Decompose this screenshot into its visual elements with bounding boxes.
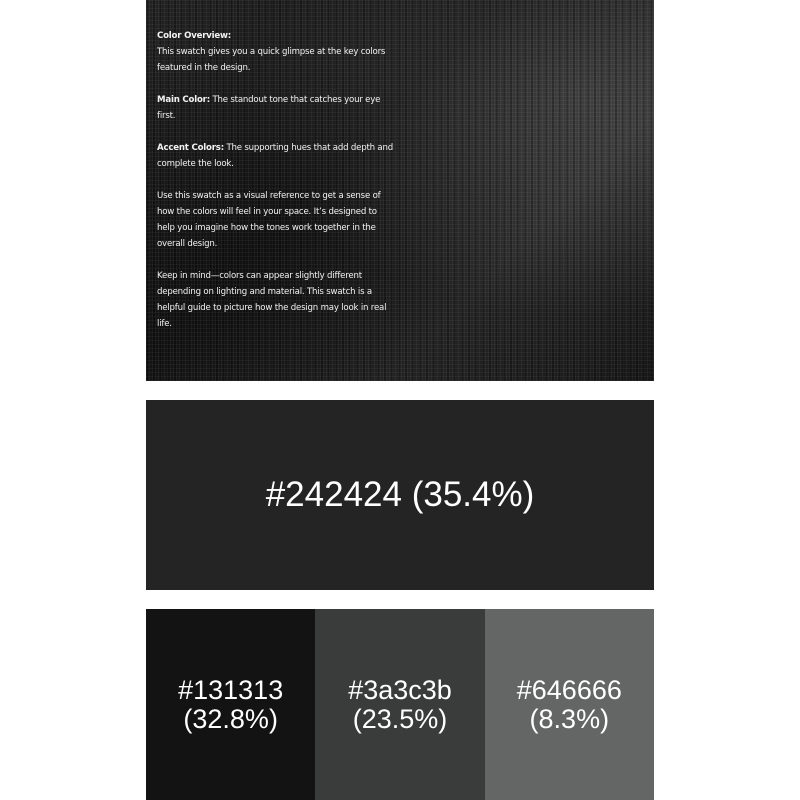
accent-swatch-2 <box>315 609 484 800</box>
usage-paragraph: Use this swatch as a visual reference to get a sense of how the colors will feel in your space. It’s designed to help you imagine how the tones work together in the overall design. <box>157 191 381 249</box>
note-paragraph: Keep in mind—colors can appear slightly different depending on lighting and material. This swatch is a helpful guide to picture how the design may look in real life. <box>157 271 387 329</box>
accent-1-hex: #131313 <box>178 674 284 705</box>
overview-intro: This swatch gives you a quick glimpse at the key colors featured in the design. <box>157 47 386 73</box>
overview-title: Color Overview: <box>157 31 232 41</box>
main-color-value: #242424 (35.4%) <box>265 475 535 514</box>
accent-1-percent: (32.8%) <box>183 703 278 734</box>
accent-3-hex: #646666 <box>516 674 622 705</box>
accent-3-percent: (8.3%) <box>529 703 610 734</box>
accent-colors-row <box>146 609 654 800</box>
overview-intro-paragraph <box>157 28 393 76</box>
color-overview-text <box>157 28 393 348</box>
main-color-paragraph <box>157 92 393 124</box>
accent-2-percent: (23.5%) <box>352 703 448 734</box>
main-color-label: Main Color: <box>157 95 210 105</box>
accent-swatch-3 <box>485 609 654 800</box>
fabric-texture-panel <box>146 0 654 381</box>
accent-colors-paragraph <box>157 140 393 172</box>
main-color-swatch <box>146 400 654 590</box>
accent-swatch-1 <box>146 609 315 800</box>
main-color-description: The standout tone that catches your eye first. <box>157 95 381 121</box>
accent-colors-label: Accent Colors: <box>157 143 224 153</box>
accent-colors-description: The supporting hues that add depth and complete the look. <box>157 143 393 169</box>
accent-2-hex: #3a3c3b <box>348 674 452 705</box>
